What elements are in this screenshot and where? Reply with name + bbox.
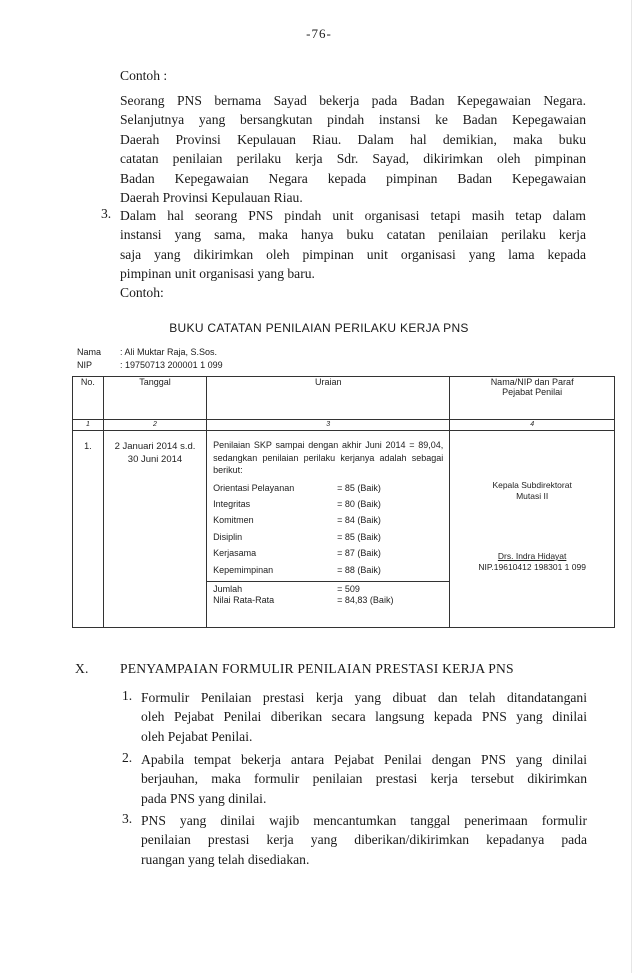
column-index: 4 [450, 420, 615, 431]
section-item [141, 811, 587, 869]
score-value: = 88 (Baik) [337, 564, 381, 575]
total-divider [207, 581, 449, 582]
date-line: 30 Juni 2014 [127, 454, 183, 465]
paragraph-line: Daerah Provinsi Kepulauan Riau. Dalam hal demikian, maka buku [120, 131, 586, 147]
paragraph-line: Badan Kepegawaian Negara kepada pimpinan Badan Kepegawaian [120, 170, 586, 186]
paragraph-line: oleh Pejabat Penilai. [141, 728, 253, 744]
page-number: -76- [306, 26, 332, 41]
signer-block [450, 431, 614, 627]
paragraph-line: saja yang dikirimkan oleh pimpinan unit organisasi yang lama kepada [120, 246, 586, 262]
row-signer-cell [450, 431, 615, 628]
score-value: = 85 (Baik) [337, 531, 381, 542]
paragraph-line: penilaian prestasi kerja yang diberikan/dikirimkan kepadanya pada [141, 832, 587, 848]
item-number: 3. [101, 206, 112, 221]
paragraph-line: Selanjutnya yang bersangkutan pindah instansi ke Badan Kepegawaian [120, 112, 586, 128]
paragraph-line: Formulir Penilaian prestasi kerja yang dibuat dan telah ditandatangani [141, 690, 587, 705]
paragraph-line: Dalam hal seorang PNS pindah unit organisasi tetapi masih tetap dalam [120, 208, 586, 223]
score-value: = 87 (Baik) [337, 548, 381, 559]
signer-name: Drs. Indra Hidayat [497, 551, 567, 561]
average-line [213, 595, 443, 606]
row-date [104, 431, 206, 466]
paragraph-line: PNS yang dinilai wajib mencantumkan tanggal penerimaan formulir [141, 813, 587, 828]
score-aspect: Kerjasama [213, 548, 257, 559]
score-aspect: Integritas [213, 499, 251, 510]
score-line [213, 529, 443, 545]
paragraph-line: oleh Pejabat Penilai diberikan secara langsung kepada PNS yang dinilai [141, 709, 587, 725]
score-aspect: Orientasi Pelayanan [213, 482, 295, 493]
name-value: : Ali Muktar Raja, S.Sos. [120, 347, 218, 357]
header-signer-line: Pejabat Penilai [502, 387, 563, 397]
total-line [213, 584, 443, 595]
item-3-paragraph [120, 206, 586, 284]
table-row [73, 431, 615, 628]
column-index: 3 [207, 420, 450, 431]
score-aspect: Komitmen [213, 515, 254, 526]
score-aspect: Disiplin [213, 531, 243, 542]
behavior-record-table [72, 376, 615, 628]
header-signer-line: Nama/NIP dan Paraf [490, 377, 574, 387]
paragraph-line: pada PNS yang dinilai. [141, 790, 267, 806]
description-intro: Penilaian SKP sampai dengan akhir Juni 2014 = 89,04, sedangkan penilaian perilaku kerjanya adalah sebagai berikut: [213, 440, 444, 476]
score-line [213, 562, 443, 578]
table-header-row [73, 377, 615, 420]
paragraph-line: pimpinan unit organisasi yang baru. [120, 266, 315, 282]
score-value: = 85 (Baik) [337, 482, 381, 493]
header-description: Uraian [207, 377, 450, 420]
item-number: 2. [122, 750, 133, 765]
section-title: PENYAMPAIAN FORMULIR PENILAIAN PRESTASI KERJA PNS [120, 661, 514, 676]
example-paragraph [120, 91, 586, 207]
header-no: No. [73, 377, 104, 420]
row-no-cell [73, 431, 104, 628]
signer-position-line: Mutasi II [516, 491, 549, 501]
paragraph-line: ruangan yang telah disediakan. [141, 851, 310, 867]
signer-position-line: Kepala Subdirektorat [492, 480, 572, 490]
row-description-cell [207, 431, 450, 628]
paragraph-line: catatan penilaian perilaku kerja Sdr. Sayad, dikirimkan oleh pimpinan [120, 151, 586, 167]
score-value: = 84 (Baik) [337, 515, 381, 526]
item-number: 3. [122, 811, 133, 826]
paragraph-line: Seorang PNS bernama Sayad bekerja pada Badan Kepegawaian Negara. [120, 93, 586, 108]
score-aspect: Kepemimpinan [213, 564, 274, 575]
score-line [213, 480, 443, 496]
average-value: = 84,83 (Baik) [337, 595, 394, 606]
paragraph-line: instansi yang sama, maka hanya buku catatan penilaian perilaku kerja [120, 227, 586, 243]
row-no: 1. [84, 441, 92, 451]
average-label: Nilai Rata-Rata [213, 595, 275, 606]
score-line [213, 496, 443, 512]
score-line [213, 545, 443, 561]
header-signer [450, 377, 615, 420]
signer-position [450, 480, 614, 502]
section-item [141, 688, 587, 746]
scan-edge-line [631, 0, 632, 973]
nip-value: : 19750713 200001 1 099 [120, 360, 223, 370]
nip-label: NIP [77, 360, 93, 370]
signer-nip: NIP.19610412 198301 1 099 [478, 562, 586, 572]
table-title: BUKU CATATAN PENILAIAN PERILAKU KERJA PNS [169, 321, 469, 335]
paragraph-line: Daerah Provinsi Kepulauan Riau. [120, 190, 303, 206]
date-line: 2 Januari 2014 s.d. [114, 441, 196, 452]
total-value: = 509 [337, 584, 360, 595]
column-index-row [73, 420, 615, 431]
section-number: X. [75, 661, 89, 676]
total-label: Jumlah [213, 584, 243, 595]
section-item [141, 750, 587, 808]
paragraph-line: berjauhan, maka formulir penilaian prestasi kerja tersebut dikirimkan [141, 771, 587, 787]
row-description [207, 431, 449, 606]
score-line [213, 513, 443, 529]
header-date: Tanggal [103, 377, 206, 420]
example-label: Contoh : [120, 68, 168, 83]
row-date-cell [103, 431, 206, 628]
name-label: Nama [77, 347, 102, 357]
column-index: 1 [73, 420, 104, 431]
column-index: 2 [103, 420, 206, 431]
item-number: 1. [122, 688, 133, 703]
paragraph-line: Apabila tempat bekerja antara Pejabat Penilai dengan PNS yang dinilai [141, 752, 587, 767]
example-label: Contoh: [120, 285, 164, 300]
score-value: = 80 (Baik) [337, 499, 381, 510]
